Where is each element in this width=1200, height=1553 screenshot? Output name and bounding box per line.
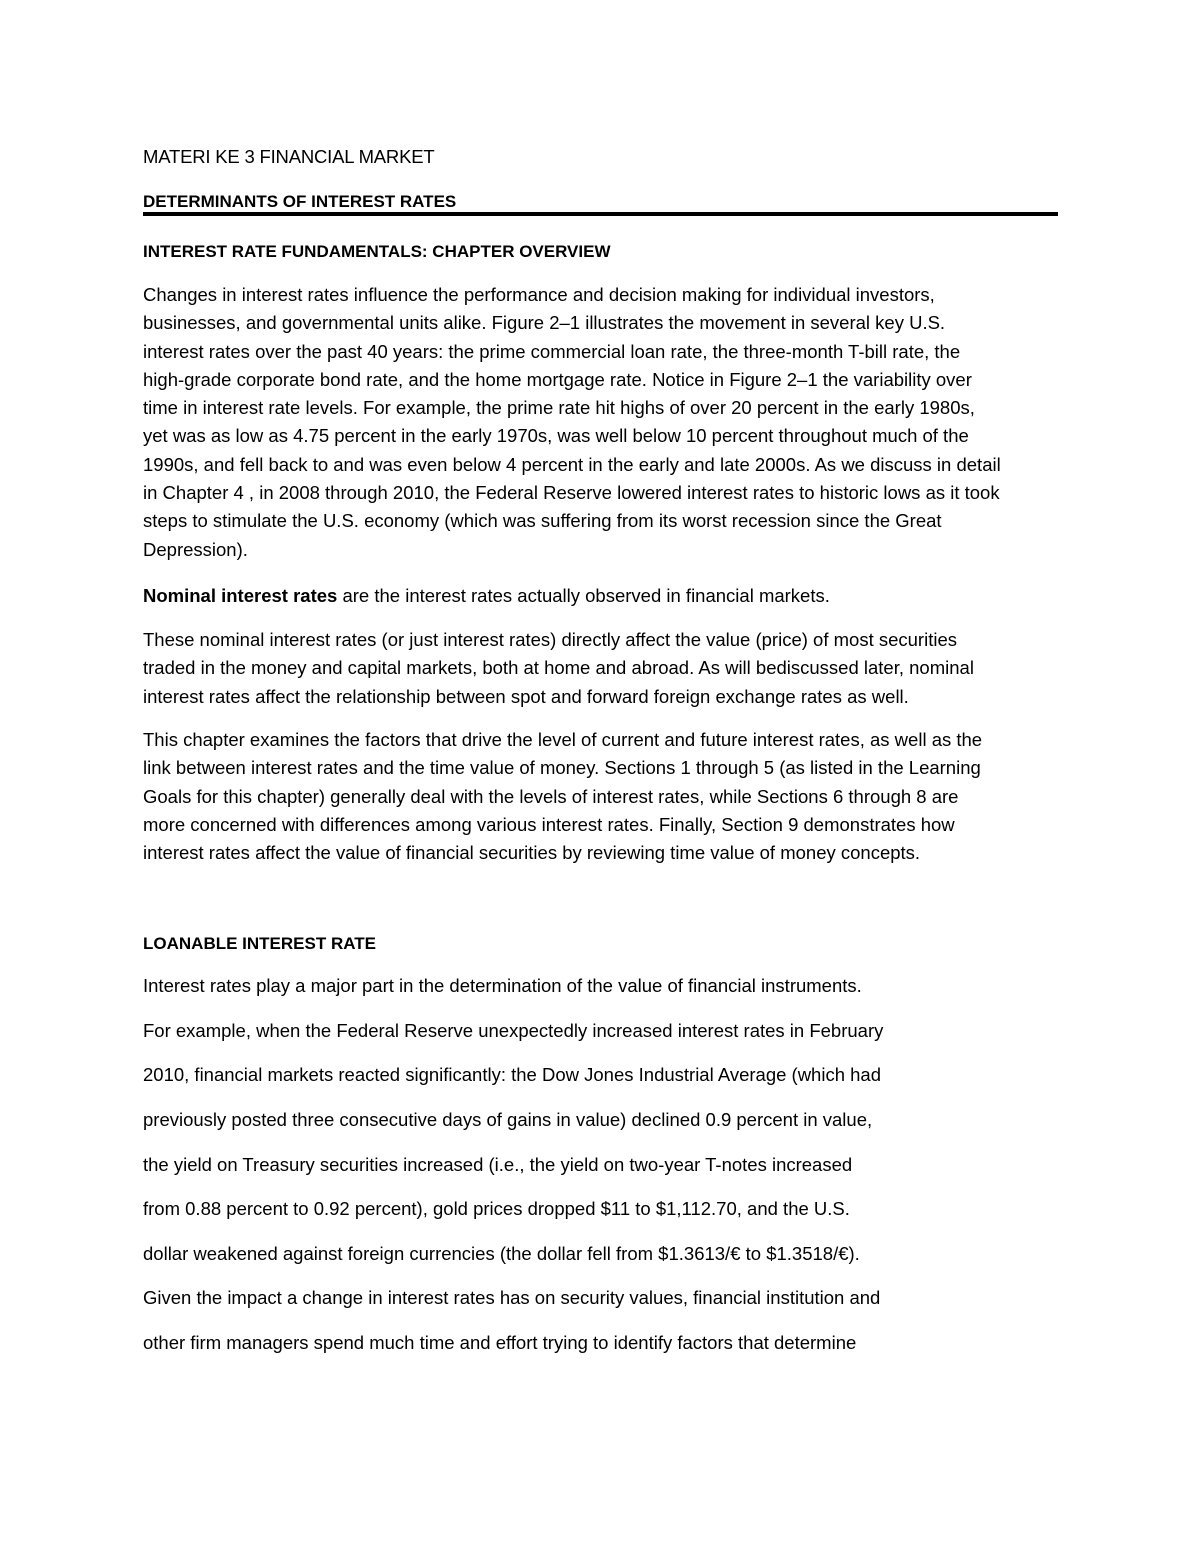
paragraph-line: This chapter examines the factors that drive the level of current and future interest rates, as well as the <box>143 729 983 750</box>
paragraph-line: businesses, and governmental units alike. Figure 2–1 illustrates the movement in several key U.S. <box>143 312 946 334</box>
paragraph-line: high-grade corporate bond rate, and the home mortgage rate. Notice in Figure 2–1 the variability over <box>143 368 972 390</box>
paragraph-line: These nominal interest rates (or just interest rates) directly affect the value (price) of most securities <box>143 629 957 650</box>
paragraph-nominal-effects <box>143 626 1063 711</box>
paragraph-line: Goals for this chapter) generally deal with the levels of interest rates, while Sections 6 through 8 are <box>143 785 959 807</box>
paragraph-line: more concerned with differences among various interest rates. Finally, Section 9 demonstrates how <box>143 813 955 835</box>
paragraph-line: steps to stimulate the U.S. economy (which was suffering from its worst recession since the Great <box>143 510 942 532</box>
paragraph-nominal-definition <box>143 582 1063 610</box>
loanable-line: dollar weakened against foreign currencies (the dollar fell from $1.3613/€ to $1.3518/€). <box>143 1243 860 1264</box>
paragraph-line: yet was as low as 4.75 percent in the early 1970s, was well below 10 percent throughout much of the <box>143 425 969 447</box>
paragraph-line: interest rates affect the value of financial securities by reviewing time value of money concepts. <box>143 842 921 864</box>
paragraph-overview <box>143 281 1063 564</box>
loanable-line: other firm managers spend much time and effort trying to identify factors that determine <box>143 1332 857 1353</box>
loanable-line: 2010, financial markets reacted significantly: the Dow Jones Industrial Average (which had <box>143 1064 882 1085</box>
loanable-line: For example, when the Federal Reserve unexpectedly increased interest rates in February <box>143 1020 884 1041</box>
heading-determinants: DETERMINANTS OF INTEREST RATES <box>143 192 457 211</box>
paragraph-line: Changes in interest rates influence the performance and decision making for individual investors, <box>143 284 935 305</box>
loanable-line: from 0.88 percent to 0.92 percent), gold prices dropped $11 to $1,112.70, and the U.S. <box>143 1198 850 1219</box>
paragraph-line: traded in the money and capital markets, both at home and abroad. As will bediscussed later, nominal <box>143 657 974 679</box>
paragraph-line <box>143 582 1063 610</box>
paragraph-line: 1990s, and fell back to and was even below 4 percent in the early and late 2000s. As we discuss in detail <box>143 453 1001 475</box>
heading-chapter-overview: INTEREST RATE FUNDAMENTALS: CHAPTER OVERVIEW <box>143 242 611 261</box>
document-title: MATERI KE 3 FINANCIAL MARKET <box>143 146 435 167</box>
paragraph-line: time in interest rate levels. For example, the prime rate hit highs of over 20 percent in the early 1980s, <box>143 397 975 419</box>
heading-loanable-interest-rate: LOANABLE INTEREST RATE <box>143 934 376 953</box>
loanable-line: Given the impact a change in interest rates has on security values, financial institution and <box>143 1287 881 1308</box>
paragraph-chapter-scope <box>143 726 1063 867</box>
loanable-line: Interest rates play a major part in the determination of the value of financial instruments. <box>143 975 862 996</box>
paragraph-line: in Chapter 4 , in 2008 through 2010, the Federal Reserve lowered interest rates to historic lows as it took <box>143 482 1000 504</box>
loanable-line: the yield on Treasury securities increased (i.e., the yield on two-year T-notes increased <box>143 1154 853 1175</box>
heading-underline <box>143 212 1058 216</box>
paragraph-line: interest rates affect the relationship between spot and forward foreign exchange rates as well. <box>143 685 909 707</box>
loanable-line: previously posted three consecutive days of gains in value) declined 0.9 percent in value, <box>143 1109 873 1130</box>
paragraph-line: interest rates over the past 40 years: the prime commercial loan rate, the three-month T-bill rate, the <box>143 340 961 362</box>
term-nominal-interest-rates: Nominal interest rates <box>143 585 338 606</box>
definition-text: are the interest rates actually observed in financial markets. <box>337 585 830 606</box>
paragraph-line: link between interest rates and the time value of money. Sections 1 through 5 (as listed in the Learning <box>143 757 981 779</box>
paragraph-line: Depression). <box>143 538 248 560</box>
